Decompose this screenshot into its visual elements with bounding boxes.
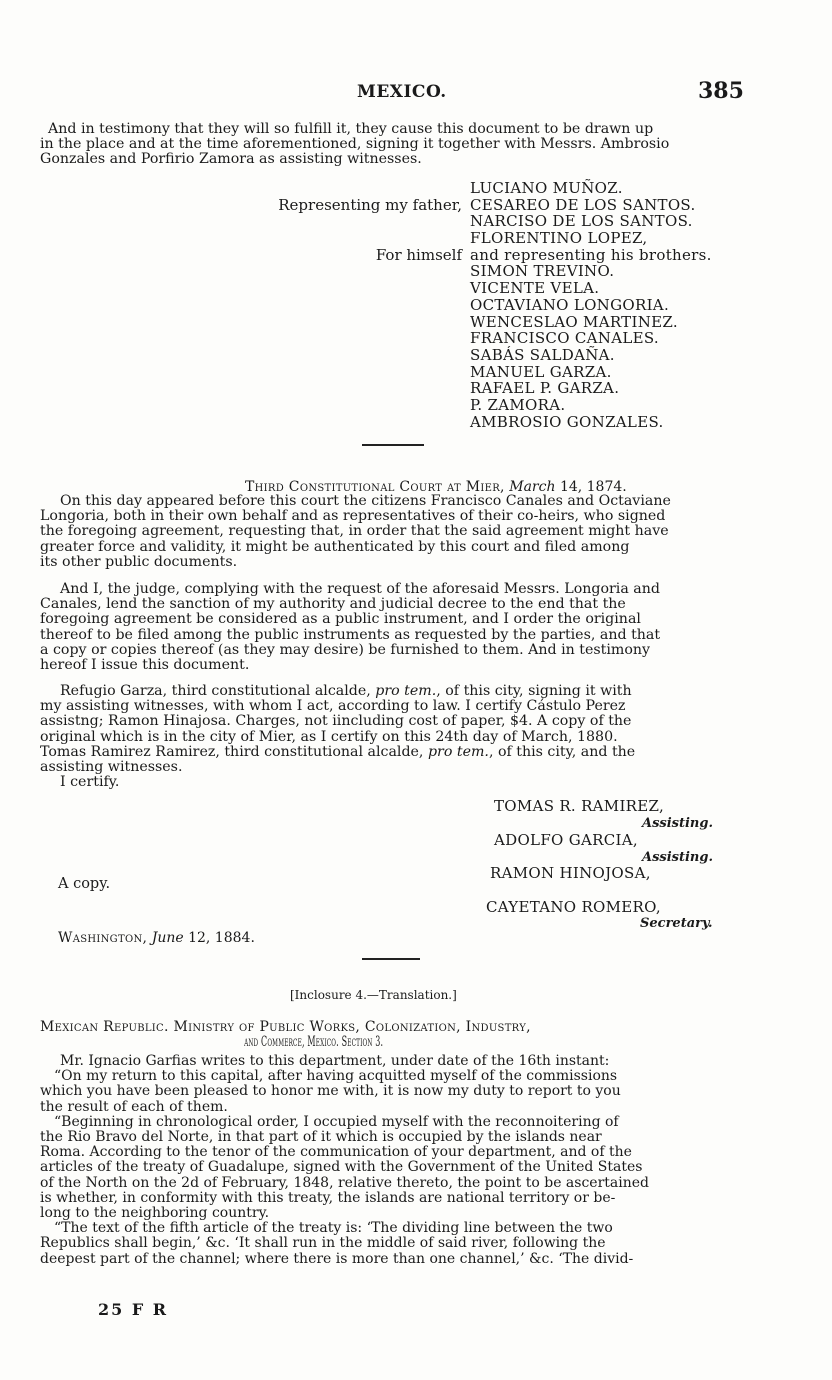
text-fragment: Refugio Garza, third constitutional alcalde, — [60, 683, 371, 699]
signatory-name: LUCIANO MUÑOZ. — [470, 179, 623, 197]
signatories-list — [0, 180, 832, 430]
signatory-name: AMBROSIO GONZALES. — [470, 412, 664, 431]
section-divider — [362, 444, 424, 446]
signatory-name: RAFAEL P. GARZA. — [470, 379, 620, 398]
signatory-row — [0, 213, 832, 230]
text-line: Mr. Ignacio Garfias writes to this department, under date of the 16th instant: — [60, 1053, 610, 1069]
court-date-rest: 14, 1874. — [559, 479, 627, 495]
washington-date: 12, 1884. — [188, 930, 255, 946]
himself-prefix: For himself — [375, 245, 462, 264]
court-paragraph-2 — [40, 582, 740, 673]
signatory-row — [0, 330, 832, 347]
text-line — [40, 745, 740, 760]
assisting-label: Assisting. — [642, 816, 713, 831]
italic-fragment: pro tem. — [427, 743, 489, 760]
a-copy-label: A copy. — [58, 876, 111, 892]
text-line: the Rio Bravo del Norte, in that part of it which is occupied by the islands near — [40, 1129, 602, 1146]
court-name: Third Constitutional Court at Mier, — [245, 479, 505, 495]
signature-ramon: RAMON HINOJOSA, — [490, 864, 651, 882]
ministry-line-2: and Commerce, Mexico. Section 3. — [244, 1034, 384, 1051]
signature-tomas: TOMAS R. RAMIREZ, — [494, 797, 665, 815]
signatory-name: CESAREO DE LOS SANTOS. — [470, 195, 696, 214]
text-line: Canales, lend the sanction of my authority and judicial decree to the end that the — [40, 596, 626, 613]
signatory-row — [0, 180, 832, 197]
text-line: in the place and at the time aforementioned, signing it together with Messrs. Ambrosio — [40, 136, 670, 153]
washington-month: June — [151, 930, 184, 946]
signatory-row — [0, 247, 832, 264]
section-divider — [362, 958, 420, 960]
signatory-name: MANUEL GARZA. — [470, 362, 612, 381]
text-line: “On my return to this capital, after having acquitted myself of the commissions — [54, 1068, 618, 1085]
assisting-label: Assisting. — [642, 850, 713, 865]
text-fragment: Tomas Ramirez Ramirez, third constitutional alcalde, — [40, 743, 424, 760]
signatory-row — [0, 230, 832, 247]
page-number: 385 — [698, 78, 744, 104]
signatory-row — [0, 263, 832, 280]
signatory-name: FLORENTINO LOPEZ, — [470, 229, 648, 248]
signatory-name: FRANCISCO CANALES. — [470, 329, 659, 348]
text-line: which you have been pleased to honor me with, it is now my duty to report to you — [40, 1083, 621, 1100]
signatory-name: P. ZAMORA. — [470, 395, 566, 414]
signatory-name: OCTAVIANO LONGORIA. — [470, 295, 670, 314]
running-title: MEXICO. — [357, 82, 447, 102]
signatory-row — [0, 314, 832, 331]
garfias-paragraph — [40, 1054, 740, 1267]
text-line: Longoria, both in their own behalf and as representatives of their co-heirs, who signed — [40, 508, 666, 525]
text-line: its other public documents. — [40, 553, 238, 570]
court-paragraph-1 — [40, 494, 740, 570]
text-line: is whether, in conformity with this treaty, the islands are national territory or be- — [40, 1189, 616, 1206]
signatory-row — [0, 380, 832, 397]
signature-cayetano: CAYETANO ROMERO, — [486, 898, 661, 916]
text-line: And I, the judge, complying with the request of the aforesaid Messrs. Longoria and — [60, 581, 660, 597]
text-line: of the North on the 2d of February, 1848, relative thereto, the point to be ascertained — [40, 1174, 649, 1191]
text-line — [40, 684, 740, 699]
text-line: “The text of the fifth article of the treaty is: ‘The dividing line between the two — [54, 1220, 613, 1237]
signatory-row — [0, 297, 832, 314]
signatory-name: SABÁS SALDAÑA. — [470, 345, 615, 364]
text-line: the result of each of them. — [40, 1098, 228, 1115]
text-fragment: , of this city, and the — [488, 743, 636, 760]
text-line: deepest part of the channel; where there is more than one channel,’ &c. ‘The divid- — [40, 1250, 634, 1267]
text-line: On this day appeared before this court the citizens Francisco Canales and Octaviane — [60, 493, 671, 509]
signatory-row — [0, 347, 832, 364]
washington-place: Washington, — [58, 930, 148, 946]
text-line: my assisting witnesses, with whom I act, according to law. I certify Cástulo Perez — [40, 698, 626, 715]
signatory-name: VICENTE VELA. — [470, 279, 600, 298]
signatory-row — [0, 197, 832, 214]
text-line: the foregoing agreement, requesting that, in order that the said agreement might have — [40, 523, 669, 540]
washington-dateline — [58, 930, 255, 946]
page-header — [0, 78, 832, 112]
text-line: And in testimony that they will so fulfill it, they cause this document to be drawn up — [48, 121, 654, 137]
signatory-name: WENCESLAO MARTINEZ. — [470, 312, 678, 331]
text-line: foregoing agreement be considered as a public instrument, and I order the original — [40, 611, 641, 628]
inclosure-heading: [Inclosure 4.—Translation.] — [290, 988, 457, 1002]
text-line: greater force and validity, it might be authenticated by this court and filed among — [40, 538, 630, 555]
ministry-heading — [40, 1020, 740, 1050]
italic-fragment: pro tem. — [375, 683, 437, 699]
text-fragment: , of this city, signing it with — [436, 683, 632, 699]
text-line: Roma. According to the tenor of the communication of your department, and of the — [40, 1144, 632, 1161]
certify-line: I certify. — [60, 774, 120, 791]
text-line: a copy or copies thereof (as they may desire) be furnished to them. And in testimony — [40, 641, 651, 658]
intro-paragraph — [40, 122, 740, 168]
representing-prefix: Representing my father, — [278, 195, 462, 214]
text-line: assisting witnesses. — [40, 759, 183, 776]
text-line: thereof to be filed among the public instruments as requested by the parties, and that — [40, 626, 661, 643]
signature-adolfo: ADOLFO GARCIA, — [494, 831, 638, 849]
text-line: “Beginning in chronological order, I occupied myself with the reconnoitering of — [54, 1113, 619, 1130]
text-line: long to the neighboring country. — [40, 1205, 270, 1222]
signatory-name: SIMON TREVINO. — [470, 262, 615, 281]
signatory-row — [0, 364, 832, 381]
text-line: Republics shall begin,’ &c. ‘It shall run in the middle of said river, following the — [40, 1235, 606, 1252]
court-date-month: March — [509, 479, 556, 495]
text-line: original which is in the city of Mier, as I certify on this 24th day of March, 1880. — [40, 728, 618, 745]
text-line: Gonzales and Porfirio Zamora as assisting witnesses. — [40, 151, 422, 168]
signatory-row — [0, 414, 832, 431]
secretary-label: Secretary. — [640, 916, 713, 931]
signatory-name: NARCISO DE LOS SANTOS. — [470, 212, 693, 231]
text-line: articles of the treaty of Guadalupe, signed with the Government of the United States — [40, 1159, 643, 1176]
signatory-row — [0, 280, 832, 297]
ministry-line-1: Mexican Republic. Ministry of Public Works, Colonization, Industry, — [40, 1019, 531, 1035]
signatory-row — [0, 397, 832, 414]
text-line: hereof I issue this document. — [40, 657, 250, 674]
signatory-note: and representing his brothers. — [470, 245, 712, 264]
signature-mark: 25 F R — [98, 1300, 169, 1319]
court-paragraph-3 — [40, 684, 740, 790]
text-line: assistng; Ramon Hinajosa. Charges, not iincluding cost of paper, $4. A copy of the — [40, 713, 632, 730]
